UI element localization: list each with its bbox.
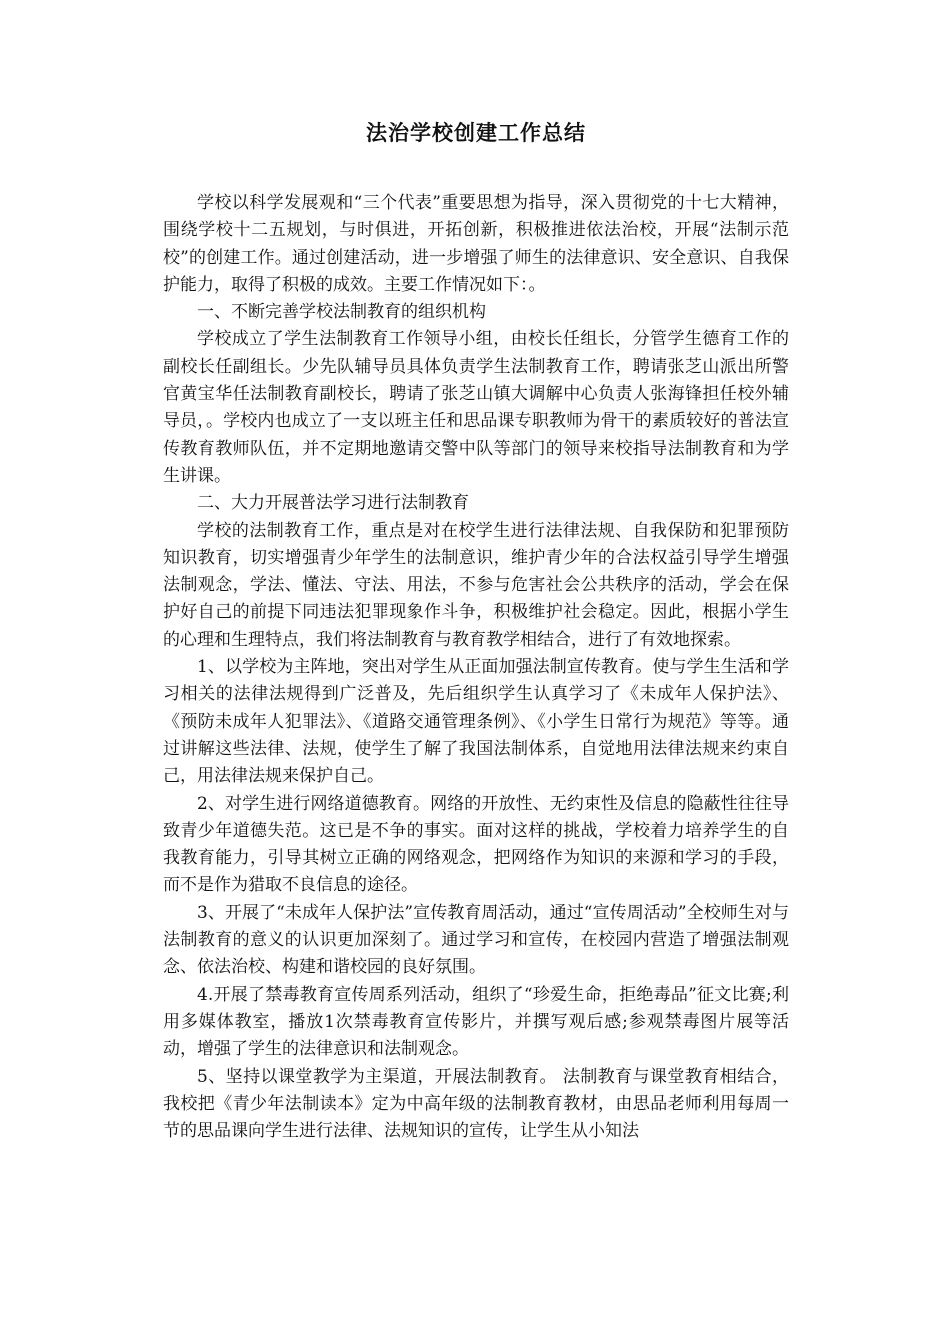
body-paragraph: 学校的法制教育工作，重点是对在校学生进行法律法规、自我保防和犯罪预防知识教育，切实增强青少年学生的法制意识，维护青少年的合法权益引导学生增强法制观念，学法、懂法、守法、用法，不参与危害社会公共秩序的活动，学会在保护好自己的前提下同违法犯罪现象作斗争，积极维护社会稳定。因此，根据小学生的心理和生理特点，我们将法制教育与教育教学相结合，进行了有效地探索。 xyxy=(163,520,789,650)
body-paragraph: 学校成立了学生法制教育工作领导小组，由校长任组长，分管学生德育工作的副校长任副组长。少先队辅导员具体负责学生法制教育工作，聘请张芝山派出所警官黄宝华任法制教育副校长，聘请了张芝山镇大调解中心负责人张海锋担任校外辅导员，。学校内也成立了一支以班主任和思品课专职教师为骨干的素质较好的普法宣传教育教师队伍，并不定期地邀请交警中队等部门的领导来校指导法制教育和为学生讲课。 xyxy=(163,329,789,486)
body-paragraph: 学校以科学发展观和“三个代表”重要思想为指导，深入贯彻党的十七大精神，围绕学校十二五规划，与时俱进，开拓创新，积极推进依法治校，开展“法制示范校”的创建工作。通过创建活动，进一步增强了师生的法律意识、安全意识、自我保护能力，取得了积极的成效。主要工作情况如下：。 xyxy=(163,193,789,295)
document-page xyxy=(163,118,789,1145)
body-paragraph: 4.开展了禁毒教育宣传周系列活动，组织了“珍爱生命，拒绝毒品”征文比赛;利用多媒体教室，播放1次禁毒教育宣传影片，并撰写观后感;参观禁毒图片展等活动，增强了学生的法律意识和法制观念。 xyxy=(163,984,789,1060)
section-heading: 一、不断完善学校法制教育的组织机构 xyxy=(197,302,486,323)
body-paragraph: 5、坚持以课堂教学为主渠道，开展法制教育。 法制教育与课堂教育相结合，我校把《青少年法制读本》定为中高年级的法制教育教材，由思品老师利用每周一节的思品课向学生进行法律、法规知识的宣传，让学生从小知法 xyxy=(163,1066,789,1142)
document-title: 法治学校创建工作总结 xyxy=(366,120,586,145)
section-heading: 二、大力开展普法学习进行法制教育 xyxy=(197,493,469,514)
body-paragraph: 2、对学生进行网络道德教育。网络的开放性、无约束性及信息的隐蔽性往往导致青少年道德失范。这已是不争的事实。面对这样的挑战，学校着力培养学生的自我教育能力，引导其树立正确的网络观念，把网络作为知识的来源和学习的手段，而不是作为猎取不良信息的途径。 xyxy=(163,793,789,896)
body-paragraph: 3、开展了“未成年人保护法”宣传教育周活动，通过“宣传周活动”全校师生对与法制教育的意义的认识更加深刻了。通过学习和宣传，在校园内营造了增强法制观念、依法治校、构建和谐校园的良好氛围。 xyxy=(163,902,789,978)
document-body xyxy=(163,190,789,1145)
body-paragraph: 1、以学校为主阵地，突出对学生从正面加强法制宣传教育。使与学生生活和学习相关的法律法规得到广泛普及，先后组织学生认真学习了《未成年人保护法》、《预防未成年人犯罪法》、《道路交通管理条例》、《小学生日常行为规范》等等。通过讲解这些法律、法规，使学生了解了我国法制体系，自觉地用法律法规来约束自己，用法律法规来保护自己。 xyxy=(163,657,789,787)
